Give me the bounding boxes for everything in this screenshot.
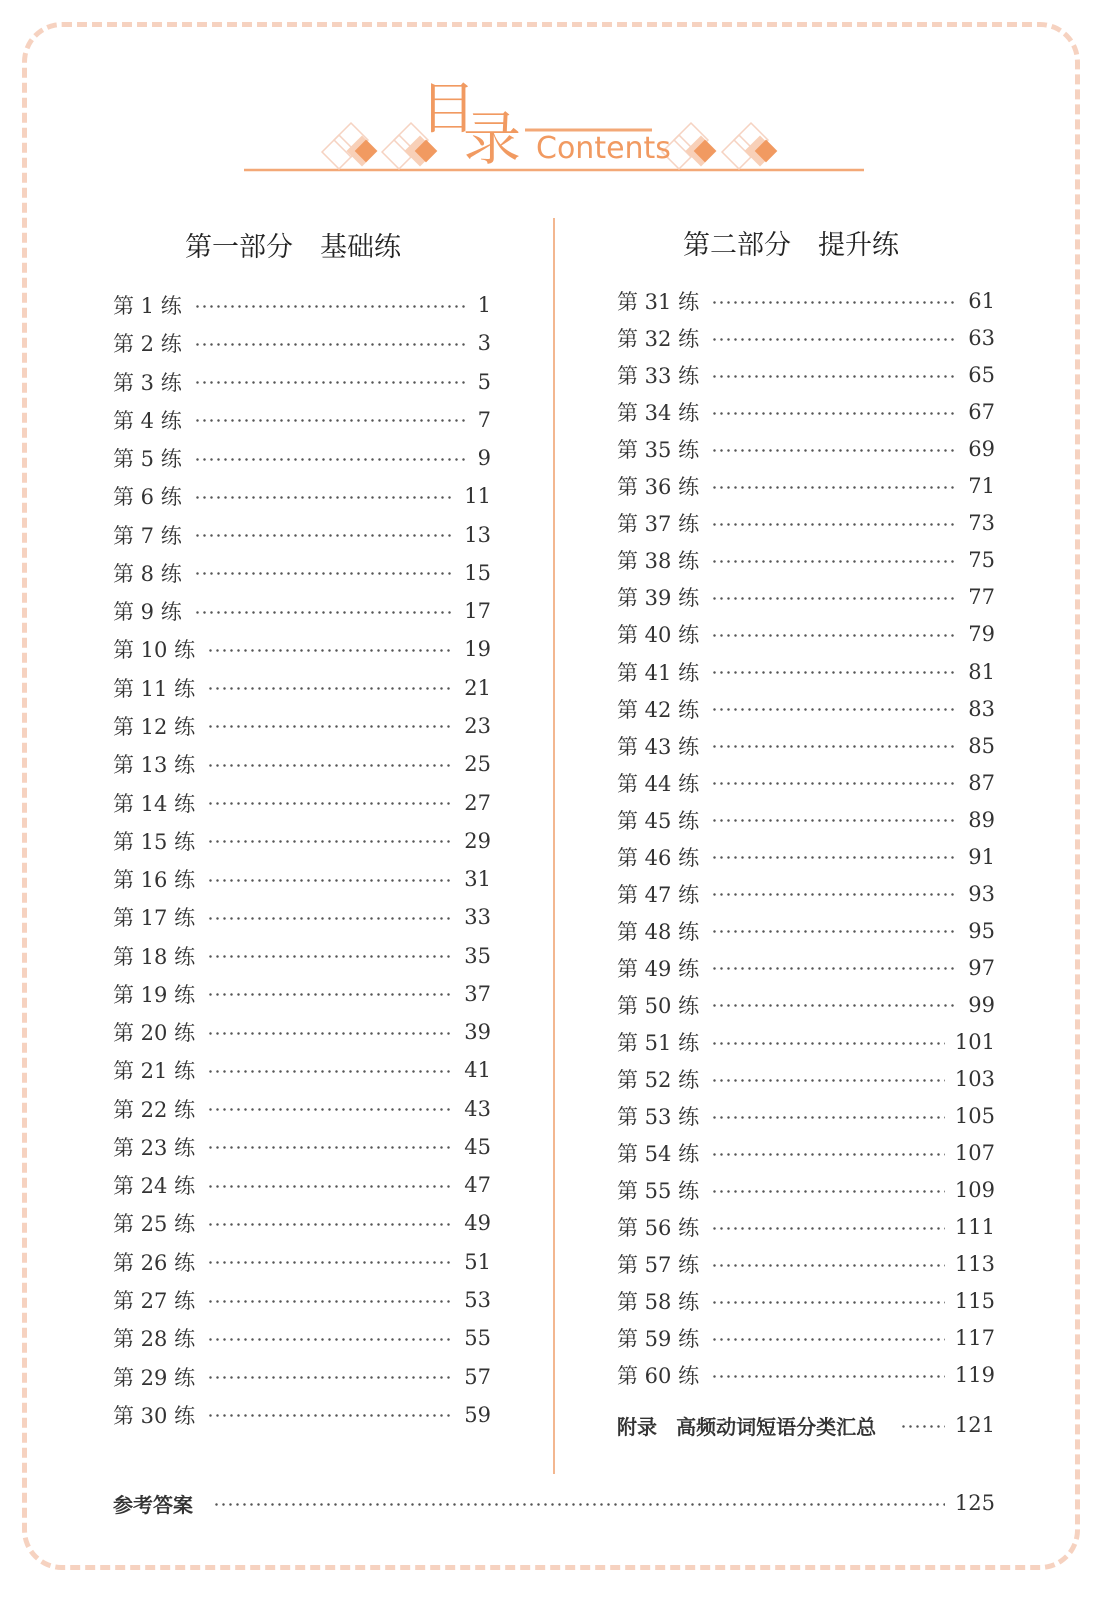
- entry-label: 第 38 练: [617, 549, 700, 574]
- leader-dots: [207, 1261, 454, 1264]
- toc-entry[interactable]: [617, 432, 995, 466]
- toc-entry[interactable]: [113, 441, 491, 475]
- entry-page: 21: [464, 675, 491, 700]
- entry-label: 第 55 练: [617, 1179, 700, 1204]
- entry-page: 93: [968, 881, 995, 906]
- leader-dots: [711, 967, 958, 970]
- entry-label: 第 47 练: [617, 882, 700, 907]
- entry-label: 第 51 练: [617, 1031, 700, 1055]
- entry-page: 31: [464, 867, 491, 892]
- leader-dots: [207, 802, 454, 805]
- entry-page: 85: [968, 733, 995, 758]
- leader-dots: [207, 764, 454, 767]
- entry-label: 第 41 练: [617, 660, 700, 685]
- entry-label: 第 46 练: [617, 845, 700, 870]
- leader-dots: [711, 412, 958, 415]
- leader-dots: [711, 560, 958, 563]
- entry-label: 第 9 练: [113, 600, 182, 625]
- entry-label: 第 45 练: [617, 808, 700, 833]
- entry-label: 第 29 练: [113, 1365, 196, 1390]
- toc-entry[interactable]: [617, 321, 995, 355]
- toc-entry[interactable]: [617, 951, 995, 985]
- toc-entry[interactable]: [113, 632, 491, 666]
- leader-dots: [207, 725, 454, 728]
- toc-entry[interactable]: [113, 518, 491, 552]
- leader-dots: [194, 496, 455, 499]
- toc-entry[interactable]: [617, 1099, 995, 1133]
- entry-label: 第 42 练: [617, 697, 700, 722]
- toc-entry[interactable]: [617, 1358, 995, 1392]
- entry-label: 第 11 练: [113, 676, 196, 701]
- entry-page: 59: [464, 1402, 491, 1427]
- appendix-page: 121: [954, 1413, 995, 1437]
- leader-dots: [711, 893, 958, 896]
- toc-entry[interactable]: [617, 395, 995, 429]
- entry-page: 83: [968, 696, 995, 721]
- entry-page: 3: [477, 331, 491, 356]
- entry-label: 第 26 练: [113, 1250, 196, 1275]
- entry-page: 71: [968, 474, 995, 499]
- entry-label: 第 43 练: [617, 734, 700, 759]
- toc-entry[interactable]: [617, 543, 995, 577]
- entry-page: 43: [464, 1096, 491, 1121]
- entry-label: 第 2 练: [113, 332, 182, 357]
- entry-page: 77: [968, 585, 995, 610]
- toc-entry[interactable]: [113, 709, 491, 743]
- toc-entry[interactable]: [617, 1136, 995, 1170]
- toc-entry[interactable]: [617, 766, 995, 800]
- entry-page: 69: [968, 437, 995, 462]
- toc-entry[interactable]: [617, 358, 995, 392]
- entry-label: 第 23 练: [113, 1135, 196, 1160]
- entry-label: 第 19 练: [113, 982, 196, 1007]
- entry-page: 53: [464, 1288, 491, 1313]
- leader-dots: [207, 955, 454, 958]
- leader-dots: [711, 449, 958, 452]
- part1-title: 第一部分 基础练: [185, 232, 401, 263]
- toc-entry[interactable]: [113, 1321, 491, 1355]
- entry-page: 117: [954, 1326, 995, 1351]
- toc-entry[interactable]: [617, 840, 995, 874]
- toc-entry[interactable]: [113, 900, 491, 934]
- entry-page: 9: [477, 446, 491, 471]
- entry-label: 第 57 练: [617, 1253, 700, 1278]
- toc-entry[interactable]: [617, 988, 995, 1022]
- entry-page: 79: [968, 622, 995, 647]
- entry-label: 第 52 练: [617, 1068, 700, 1093]
- toc-entry[interactable]: [113, 1168, 491, 1202]
- toc-entry[interactable]: [113, 939, 491, 973]
- entry-page: 47: [464, 1173, 491, 1198]
- leader-dots: [711, 1338, 945, 1341]
- entry-label: 第 32 练: [617, 327, 700, 352]
- entry-label: 第 7 练: [113, 523, 182, 548]
- toc-entry[interactable]: [113, 1360, 491, 1394]
- toc-entry[interactable]: [113, 786, 491, 820]
- entry-page: 55: [464, 1326, 491, 1351]
- entry-label: 第 33 练: [617, 364, 700, 389]
- toc-entry[interactable]: [113, 862, 491, 896]
- entry-label: 第 8 练: [113, 561, 182, 586]
- toc-entry[interactable]: [617, 692, 995, 726]
- entry-page: 67: [968, 400, 995, 425]
- entry-page: 23: [464, 713, 491, 738]
- leader-dots: [207, 1376, 454, 1379]
- leader-dots: [711, 856, 958, 859]
- entry-page: 65: [968, 363, 995, 388]
- entry-label: 第 50 练: [617, 993, 700, 1018]
- entry-label: 第 49 练: [617, 956, 700, 981]
- leader-dots: [207, 1108, 454, 1111]
- entry-page: 99: [968, 992, 995, 1017]
- appendix-prefix: 附录: [617, 1414, 657, 1439]
- entry-page: 81: [968, 659, 995, 684]
- leader-dots: [711, 301, 958, 304]
- toc-entry[interactable]: [113, 1398, 491, 1432]
- leader-dots: [207, 1300, 454, 1303]
- title-char-mu: 目: [420, 77, 476, 142]
- toc-entry[interactable]: [113, 288, 491, 322]
- entry-label: 第 44 练: [617, 771, 700, 796]
- leader-dots: [194, 572, 455, 575]
- column-divider: [553, 218, 555, 1474]
- entry-page: 1: [477, 293, 491, 317]
- leader-dots: [207, 649, 454, 652]
- toc-entry[interactable]: [617, 580, 995, 614]
- entry-label: 第 20 练: [113, 1021, 196, 1046]
- entry-page: 41: [464, 1058, 491, 1083]
- toc-entry[interactable]: [113, 594, 491, 628]
- leader-dots: [711, 1190, 945, 1193]
- entry-page: 73: [968, 511, 995, 536]
- entry-label: 第 18 练: [113, 944, 196, 969]
- leader-dots: [207, 1223, 454, 1226]
- entry-page: 45: [464, 1134, 491, 1159]
- leader-dots: [207, 917, 454, 920]
- entry-page: 101: [954, 1030, 995, 1054]
- leader-dots: [711, 523, 958, 526]
- leader-dots: [207, 1032, 454, 1035]
- toc-entry[interactable]: [113, 1092, 491, 1126]
- entry-page: 103: [954, 1067, 995, 1092]
- entry-label: 第 25 练: [113, 1212, 196, 1237]
- entry-label: 第 1 练: [113, 294, 182, 318]
- entry-page: 63: [968, 326, 995, 351]
- toc-entry[interactable]: [113, 556, 491, 590]
- entry-page: 97: [968, 955, 995, 980]
- toc-entry[interactable]: [617, 803, 995, 837]
- toc-entry[interactable]: [617, 1025, 995, 1059]
- entry-page: 119: [954, 1363, 995, 1388]
- toc-entry[interactable]: [617, 506, 995, 540]
- appendix-title: 高频动词短语分类汇总: [676, 1414, 877, 1439]
- toc-entry[interactable]: [617, 1247, 995, 1281]
- leader-dots: [194, 611, 455, 614]
- title-contents: Contents: [536, 131, 671, 166]
- leader-dots: [207, 1070, 454, 1073]
- toc-entry[interactable]: [113, 1245, 491, 1279]
- entry-label: 第 40 练: [617, 623, 700, 648]
- entry-page: 35: [464, 943, 491, 968]
- leader-dots: [213, 1503, 945, 1506]
- entry-label: 第 60 练: [617, 1364, 700, 1389]
- leader-dots: [711, 1153, 945, 1156]
- leader-dots: [207, 993, 454, 996]
- toc-entry[interactable]: [113, 747, 491, 781]
- entry-page: 5: [477, 369, 491, 394]
- entry-label: 第 4 练: [113, 408, 182, 433]
- toc-entry[interactable]: [617, 914, 995, 948]
- toc-entry[interactable]: [617, 1210, 995, 1244]
- entry-page: 27: [464, 790, 491, 815]
- entry-page: 113: [954, 1252, 995, 1277]
- leader-dots: [711, 708, 958, 711]
- leader-dots: [194, 305, 468, 308]
- title-char-lu: 录: [463, 105, 522, 173]
- entry-label: 第 15 练: [113, 829, 196, 854]
- toc-entry[interactable]: [113, 479, 491, 513]
- leader-dots: [711, 930, 958, 933]
- entry-page: 91: [968, 844, 995, 869]
- entry-page: 39: [464, 1020, 491, 1045]
- leader-dots: [711, 634, 958, 637]
- toc-entry[interactable]: [113, 1283, 491, 1317]
- leader-dots: [900, 1425, 945, 1428]
- entry-page: 57: [464, 1364, 491, 1389]
- toc-entry[interactable]: [113, 326, 491, 360]
- entry-label: 第 58 练: [617, 1290, 700, 1315]
- leader-dots: [194, 419, 468, 422]
- leader-dots: [711, 1116, 945, 1119]
- leader-dots: [194, 381, 468, 384]
- leader-dots: [207, 1338, 454, 1341]
- entry-label: 第 30 练: [113, 1403, 196, 1428]
- entry-label: 第 21 练: [113, 1059, 196, 1084]
- appendix-entry[interactable]: [617, 1408, 995, 1442]
- entry-label: 第 14 练: [113, 791, 196, 816]
- answers-label: 参考答案: [113, 1492, 193, 1517]
- entry-label: 第 48 练: [617, 919, 700, 944]
- entry-page: 75: [968, 548, 995, 573]
- entry-page: 107: [954, 1141, 995, 1166]
- toc-entry[interactable]: [617, 617, 995, 651]
- leader-dots: [711, 375, 958, 378]
- leader-dots: [711, 1004, 958, 1007]
- toc-entry[interactable]: [113, 1015, 491, 1049]
- entry-label: 第 13 练: [113, 753, 196, 778]
- toc-entry[interactable]: [113, 403, 491, 437]
- toc-entry[interactable]: [617, 729, 995, 763]
- entry-page: 87: [968, 770, 995, 795]
- entry-page: 61: [968, 289, 995, 313]
- toc-entry[interactable]: [113, 824, 491, 858]
- leader-dots: [207, 840, 454, 843]
- entry-label: 第 24 练: [113, 1174, 196, 1199]
- entry-label: 第 54 练: [617, 1142, 700, 1167]
- entry-label: 第 28 练: [113, 1327, 196, 1352]
- toc-entry[interactable]: [617, 1284, 995, 1318]
- entry-label: 第 16 练: [113, 868, 196, 893]
- leader-dots: [207, 1146, 454, 1149]
- entry-label: 第 36 练: [617, 475, 700, 500]
- toc-entry[interactable]: [617, 1321, 995, 1355]
- leader-dots: [711, 486, 958, 489]
- toc-entry[interactable]: [617, 469, 995, 503]
- leader-dots: [711, 1264, 945, 1267]
- leader-dots: [207, 1414, 454, 1417]
- entry-page: 105: [954, 1104, 995, 1129]
- entry-label: 第 17 练: [113, 906, 196, 931]
- header-decoration: [0, 0, 1108, 200]
- answers-page: 125: [954, 1491, 995, 1515]
- toc-entry[interactable]: [617, 1173, 995, 1207]
- entry-label: 第 10 练: [113, 638, 196, 663]
- entry-label: 第 5 练: [113, 447, 182, 472]
- leader-dots: [194, 343, 468, 346]
- entry-page: 51: [464, 1249, 491, 1274]
- entry-label: 第 37 练: [617, 512, 700, 537]
- entry-page: 89: [968, 807, 995, 832]
- entry-label: 第 56 练: [617, 1216, 700, 1241]
- entry-label: 第 34 练: [617, 401, 700, 426]
- leader-dots: [711, 1227, 945, 1230]
- toc-entry[interactable]: [617, 284, 995, 318]
- entry-label: 第 22 练: [113, 1097, 196, 1122]
- toc-entry[interactable]: [113, 1053, 491, 1087]
- entry-page: 15: [464, 560, 491, 585]
- entry-label: 第 3 练: [113, 370, 182, 395]
- entry-page: 25: [464, 752, 491, 777]
- leader-dots: [207, 687, 454, 690]
- leader-dots: [711, 338, 958, 341]
- leader-dots: [207, 1185, 454, 1188]
- entry-label: 第 12 练: [113, 714, 196, 739]
- entry-page: 115: [954, 1289, 995, 1314]
- part2-title: 第二部分 提升练: [683, 230, 899, 261]
- toc-entry[interactable]: [617, 1062, 995, 1096]
- entry-label: 第 35 练: [617, 438, 700, 463]
- diamond-ornament-right: [662, 123, 777, 169]
- entry-label: 第 27 练: [113, 1289, 196, 1314]
- leader-dots: [711, 819, 958, 822]
- toc-entry[interactable]: [113, 977, 491, 1011]
- entry-page: 95: [968, 918, 995, 943]
- leader-dots: [711, 782, 958, 785]
- toc-entry[interactable]: [113, 1206, 491, 1240]
- contents-header: [0, 0, 1108, 200]
- entry-page: 109: [954, 1178, 995, 1203]
- entry-page: 7: [477, 407, 491, 432]
- toc-entry[interactable]: [113, 1130, 491, 1164]
- entry-page: 37: [464, 981, 491, 1006]
- entry-page: 49: [464, 1211, 491, 1236]
- entry-page: 19: [464, 637, 491, 662]
- toc-entry[interactable]: [113, 365, 491, 399]
- toc-entry[interactable]: [617, 877, 995, 911]
- entry-label: 第 59 练: [617, 1327, 700, 1352]
- leader-dots: [194, 534, 455, 537]
- entry-label: 第 31 练: [617, 290, 700, 314]
- answers-entry[interactable]: [113, 1486, 995, 1520]
- entry-label: 第 39 练: [617, 586, 700, 611]
- leader-dots: [711, 1301, 945, 1304]
- toc-entry[interactable]: [113, 671, 491, 705]
- entry-page: 17: [464, 599, 491, 624]
- toc-entry[interactable]: [617, 655, 995, 689]
- leader-dots: [207, 879, 454, 882]
- entry-page: 33: [464, 905, 491, 930]
- entry-page: 13: [464, 522, 491, 547]
- leader-dots: [711, 671, 958, 674]
- entry-page: 29: [464, 828, 491, 853]
- leader-dots: [711, 1375, 945, 1378]
- leader-dots: [711, 1079, 945, 1082]
- leader-dots: [711, 1042, 945, 1045]
- entry-page: 11: [464, 484, 491, 509]
- entry-label: 第 53 练: [617, 1105, 700, 1130]
- entry-label: 第 6 练: [113, 485, 182, 510]
- leader-dots: [194, 458, 468, 461]
- entry-page: 111: [954, 1215, 995, 1240]
- leader-dots: [711, 745, 958, 748]
- leader-dots: [711, 597, 958, 600]
